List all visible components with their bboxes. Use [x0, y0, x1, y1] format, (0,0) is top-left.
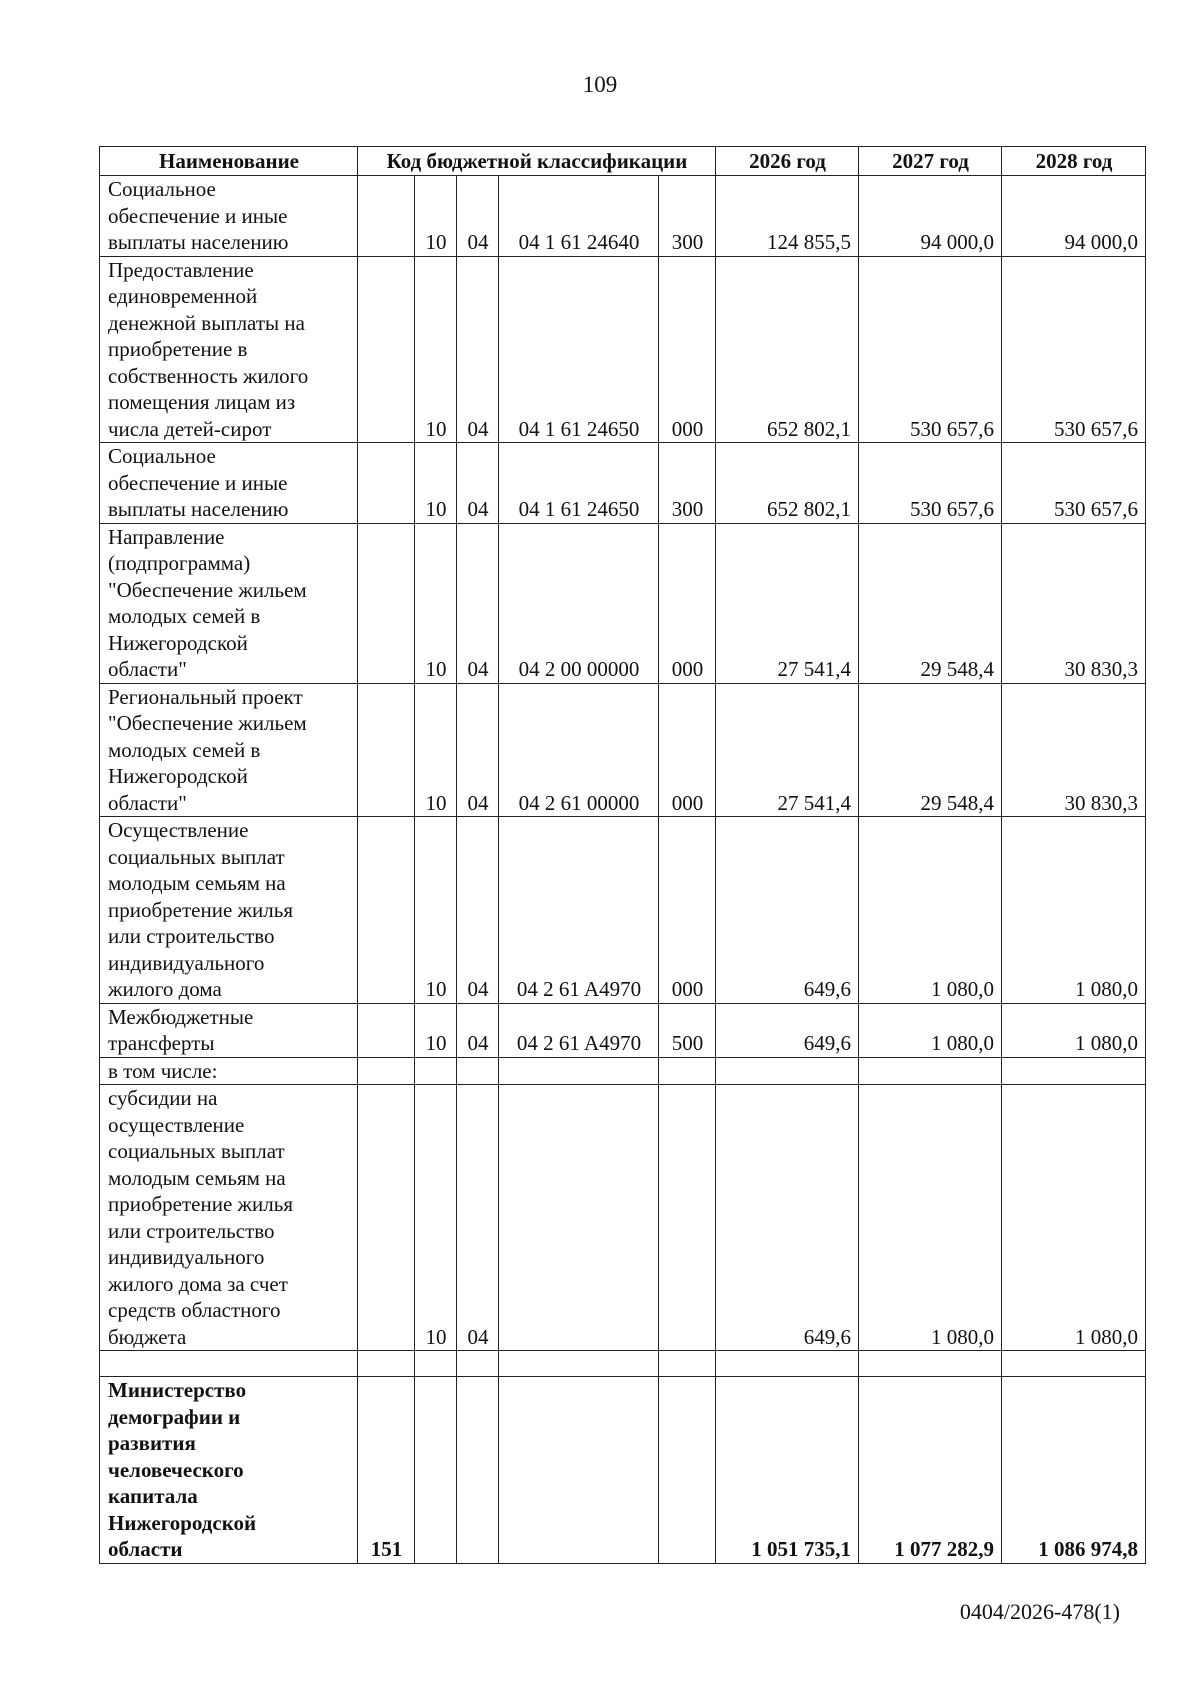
row-value-2026: 1 051 735,1 [716, 1377, 859, 1564]
row-value-2027: 1 080,0 [859, 817, 1002, 1004]
row-subsection: 04 [457, 443, 499, 524]
row-expense-type [659, 1351, 716, 1377]
row-section: 10 [415, 817, 457, 1004]
row-name: Направление (подпрограмма) "Обеспечение жильем молодых семей в Нижегородской области" [100, 523, 358, 683]
row-admin-code [358, 1003, 415, 1057]
row-expense-type: 500 [659, 1003, 716, 1057]
budget-table [99, 146, 1146, 1564]
row-subsection [457, 1377, 499, 1564]
row-target-article: 04 1 61 24640 [499, 176, 659, 257]
row-subsection [457, 1057, 499, 1085]
row-target-article: 04 2 00 00000 [499, 523, 659, 683]
row-admin-code [358, 176, 415, 257]
row-subsection: 04 [457, 1085, 499, 1351]
table-row [100, 443, 1146, 524]
row-value-2026 [716, 1057, 859, 1085]
row-value-2026: 27 541,4 [716, 523, 859, 683]
row-section: 10 [415, 523, 457, 683]
table-row [100, 256, 1146, 443]
row-value-2027: 1 080,0 [859, 1085, 1002, 1351]
row-section: 10 [415, 683, 457, 817]
row-expense-type: 300 [659, 443, 716, 524]
row-value-2027: 1 077 282,9 [859, 1377, 1002, 1564]
document-code: 0404/2026-478(1) [959, 1599, 1120, 1624]
row-admin-code [358, 817, 415, 1004]
row-admin-code [358, 443, 415, 524]
row-name: в том числе: [100, 1057, 358, 1085]
row-expense-type [659, 1085, 716, 1351]
row-value-2028: 30 830,3 [1002, 683, 1146, 817]
row-value-2027: 530 657,6 [859, 256, 1002, 443]
row-target-article: 04 2 61 A4970 [499, 1003, 659, 1057]
row-admin-code: 151 [358, 1377, 415, 1564]
header-code: Код бюджетной классификации [358, 147, 716, 176]
row-subsection: 04 [457, 683, 499, 817]
row-value-2027: 29 548,4 [859, 523, 1002, 683]
row-value-2027 [859, 1057, 1002, 1085]
row-admin-code [358, 1057, 415, 1085]
row-value-2027: 530 657,6 [859, 443, 1002, 524]
header-2027: 2027 год [859, 147, 1002, 176]
row-value-2028: 1 080,0 [1002, 1003, 1146, 1057]
row-value-2028: 1 080,0 [1002, 1085, 1146, 1351]
row-value-2028 [1002, 1057, 1146, 1085]
table-header-row [100, 147, 1146, 176]
header-name: Наименование [100, 147, 358, 176]
row-section [415, 1057, 457, 1085]
row-name: субсидии на осуществление социальных выплат молодым семьям на приобретение жилья или строительство индивидуального жилого дома за счет средств областного бюджета [100, 1085, 358, 1351]
row-expense-type [659, 1057, 716, 1085]
row-value-2026: 652 802,1 [716, 256, 859, 443]
row-admin-code [358, 256, 415, 443]
row-admin-code [358, 1351, 415, 1377]
row-subsection: 04 [457, 817, 499, 1004]
row-section: 10 [415, 176, 457, 257]
row-expense-type: 000 [659, 683, 716, 817]
table-row [100, 523, 1146, 683]
table-row [100, 1003, 1146, 1057]
row-target-article: 04 2 61 00000 [499, 683, 659, 817]
row-value-2028: 1 086 974,8 [1002, 1377, 1146, 1564]
row-value-2028: 94 000,0 [1002, 176, 1146, 257]
header-2028: 2028 год [1002, 147, 1146, 176]
row-value-2028: 530 657,6 [1002, 443, 1146, 524]
table-row [100, 683, 1146, 817]
table-body [100, 176, 1146, 1564]
row-value-2027: 1 080,0 [859, 1003, 1002, 1057]
row-target-article: 04 2 61 A4970 [499, 817, 659, 1004]
row-expense-type: 000 [659, 523, 716, 683]
table-row [100, 1057, 1146, 1085]
row-value-2026: 649,6 [716, 1085, 859, 1351]
row-value-2026: 649,6 [716, 1003, 859, 1057]
row-name [100, 1351, 358, 1377]
row-value-2027: 29 548,4 [859, 683, 1002, 817]
header-2026: 2026 год [716, 147, 859, 176]
row-subsection: 04 [457, 256, 499, 443]
row-name: Министерство демографии и развития человеческого капитала Нижегородской области [100, 1377, 358, 1564]
row-expense-type: 000 [659, 256, 716, 443]
row-value-2028: 1 080,0 [1002, 817, 1146, 1004]
row-name: Социальное обеспечение и иные выплаты населению [100, 443, 358, 524]
row-value-2027: 94 000,0 [859, 176, 1002, 257]
row-name: Межбюджетные трансферты [100, 1003, 358, 1057]
row-expense-type [659, 1377, 716, 1564]
row-target-article [499, 1057, 659, 1085]
row-admin-code [358, 523, 415, 683]
table-row [100, 1351, 1146, 1377]
row-admin-code [358, 1085, 415, 1351]
row-subsection: 04 [457, 176, 499, 257]
row-subsection [457, 1351, 499, 1377]
row-name: Социальное обеспечение и иные выплаты населению [100, 176, 358, 257]
row-section: 10 [415, 1085, 457, 1351]
row-target-article [499, 1377, 659, 1564]
row-value-2028: 530 657,6 [1002, 256, 1146, 443]
row-section: 10 [415, 1003, 457, 1057]
table-row [100, 817, 1146, 1004]
row-name: Региональный проект "Обеспечение жильем молодых семей в Нижегородской области" [100, 683, 358, 817]
row-value-2026: 652 802,1 [716, 443, 859, 524]
row-target-article: 04 1 61 24650 [499, 256, 659, 443]
row-value-2027 [859, 1351, 1002, 1377]
row-target-article [499, 1085, 659, 1351]
row-value-2026: 124 855,5 [716, 176, 859, 257]
row-target-article [499, 1351, 659, 1377]
row-admin-code [358, 683, 415, 817]
table-row [100, 1377, 1146, 1564]
row-subsection: 04 [457, 1003, 499, 1057]
row-name: Предоставление единовременной денежной выплаты на приобретение в собственность жилого помещения лицам из числа детей-сирот [100, 256, 358, 443]
row-section [415, 1351, 457, 1377]
row-section: 10 [415, 443, 457, 524]
row-target-article: 04 1 61 24650 [499, 443, 659, 524]
row-value-2026 [716, 1351, 859, 1377]
table-row [100, 1085, 1146, 1351]
page-number: 109 [582, 72, 618, 97]
row-section: 10 [415, 256, 457, 443]
row-value-2028: 30 830,3 [1002, 523, 1146, 683]
row-value-2028 [1002, 1351, 1146, 1377]
row-expense-type: 300 [659, 176, 716, 257]
row-subsection: 04 [457, 523, 499, 683]
row-section [415, 1377, 457, 1564]
row-value-2026: 649,6 [716, 817, 859, 1004]
table-row [100, 176, 1146, 257]
row-name: Осуществление социальных выплат молодым семьям на приобретение жилья или строительство индивидуального жилого дома [100, 817, 358, 1004]
row-value-2026: 27 541,4 [716, 683, 859, 817]
row-expense-type: 000 [659, 817, 716, 1004]
